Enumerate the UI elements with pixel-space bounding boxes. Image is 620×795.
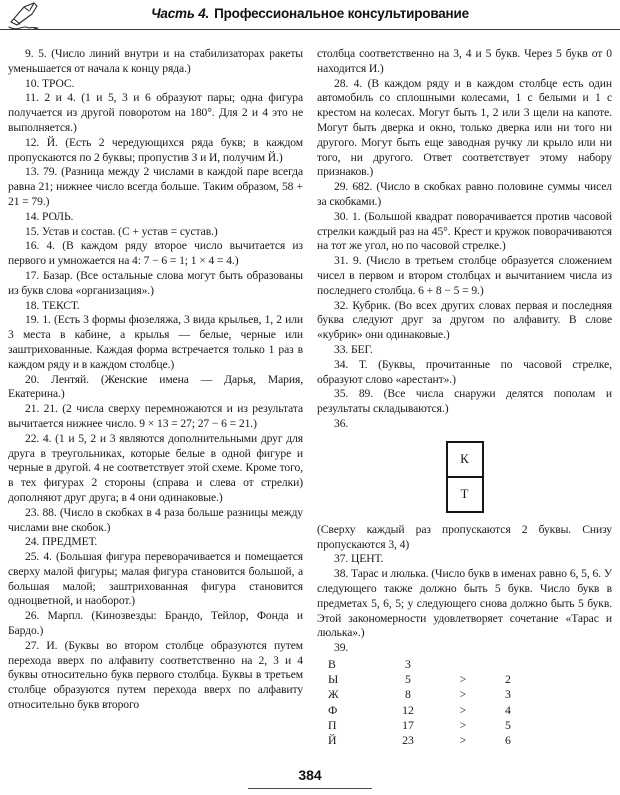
answer-item-26: 26. Марпл. (Кинозвезды: Брандо, Тейлор, Фонда и Бардо.): [8, 609, 303, 638]
table-row: [328, 672, 612, 687]
answer-item-32: 32. Кубрик. (Во всех других словах первая и последняя буква следуют друг за другом по алфавиту. В слове «кубрик» они одинаковые.): [317, 298, 612, 342]
table-cell-sign: [438, 657, 488, 672]
left-column: [8, 47, 303, 752]
table-cell-letter: Ж: [328, 687, 339, 702]
table-cell-value: 23: [402, 732, 414, 747]
answer-item-30: 30. 1. (Большой квадрат поворачивается против часовой стрелки каждый раз на 45°. Крест и кружок поворачиваются на тот же угол, но по часовой стрелке.): [317, 209, 612, 253]
answer-item-24: 24. ПРЕДМЕТ.: [25, 535, 98, 549]
text-body: [0, 30, 620, 752]
answer-item-27-continuation: столбца соответственно на 3, 4 и 5 букв. Через 5 букв от 0 находится И.): [317, 47, 612, 75]
table-cell-value: 5: [405, 672, 411, 687]
answer-item-25: 25. 4. (Большая фигура переворачивается и помещается сверху малой фигуры; малая фигура становится большой, а большая малой; заштрихованная фигура становится одноцветной, и наоборот.): [8, 550, 303, 608]
figure-box-bottom: Т: [446, 476, 484, 513]
answer-item-18: 18. ТЕКСТ.: [25, 298, 80, 312]
table-cell-sign: >: [459, 687, 467, 702]
table-cell-sign: >: [459, 732, 467, 747]
answer-item-9: 9. 5. (Число линий внутри и на стабилизаторах ракеты уменьшается от начала к концу ряда.): [8, 47, 303, 75]
answer-36-figure: [317, 441, 612, 513]
answer-item-14: 14. РОЛЬ.: [25, 209, 74, 223]
answer-item-23: 23. 88. (Число в скобках в 4 раза больше разницы между числами вне скобок.): [8, 505, 303, 534]
table-cell-letter: П: [328, 717, 337, 732]
table-cell-sign: >: [459, 702, 467, 717]
answer-36-note: (Сверху каждый раз пропускаются 2 буквы. Снизу пропускаются 3, 4): [317, 522, 612, 551]
table-cell-value: 12: [402, 702, 414, 717]
table-row: [328, 703, 612, 718]
table-row: [328, 733, 612, 748]
answer-item-19: 19. 1. (Есть 3 формы фюзеляжа, 3 вида крыльев, 1, 2 или 3 места в кабине, а крылья — белые, черные или заштрихованные. Каждая форма встречается только 1 раз в каждом ряду и в каждом столбце.): [8, 313, 303, 371]
table-cell-value: 3: [405, 656, 411, 671]
running-head: [0, 0, 620, 30]
table-cell-letter: Ы: [328, 672, 339, 687]
answer-item-39-number: 39.: [334, 641, 349, 655]
answer-item-16: 16. 4. (В каждом ряду второе число вычитается из первого и умножается на 4: 7 − 6 = 1; 1 × 4 = 4.): [8, 239, 303, 268]
table-cell-result: 4: [505, 702, 511, 717]
table-row: [328, 718, 612, 733]
table-cell-result: 5: [505, 717, 511, 732]
figure-box-top: К: [446, 441, 484, 478]
answer-item-17: 17. Базар. (Все остальные слова могут быть образованы из букв слова «организация».): [8, 268, 303, 297]
answer-item-28: 28. 4. (В каждом ряду и в каждом столбце есть один автомобиль со сплошными колесами, 1 с белыми и 1 с крестом на колесах. Могут быть 1, 2 или 3 щели на капоте. Могут быть дверка и окно, только дверка или ни того ни другого. Могут быть еще заводная ручку ли крыло или ни того, ни другого. Ответ соответствует этому набору признаков.): [317, 76, 612, 179]
answer-item-20: 20. Лентяй. (Женские имена — Дарья, Мария, Екатерина.): [8, 372, 303, 401]
table-cell-letter: В: [328, 656, 336, 671]
answer-item-29: 29. 682. (Число в скобках равно половине суммы чисел за скобками.): [317, 180, 612, 208]
answer-item-13: 13. 79. (Разница между 2 числами в каждой паре всегда равна 21; нижнее число всегда больше. Таким образом, 58 + 21 = 79.): [8, 165, 303, 208]
folio-rule: [248, 767, 372, 789]
table-cell-letter: Й: [328, 732, 337, 747]
answer-item-27: 27. И. (Буквы во втором столбце образуются путем перехода вверх по алфавиту соответственно на 2, 3 и 4 буквы относительно букв первого столбца. Буквы в третьем столбце образуются путем перехода вверх по алфавиту относительно букв второго: [8, 638, 303, 712]
table-cell-result: [488, 657, 528, 672]
table-cell-sign: >: [459, 672, 467, 687]
table-cell-value: 17: [402, 717, 414, 732]
answer-39-table: [328, 657, 612, 748]
answer-item-22: 22. 4. (1 и 5, 2 и 3 являются дополнительными друг для друга в треугольниках, которые белые в одной фигуре и черные в другой. 4 не соответствует этой схеме. Кроме того, в тех фигурах 2 стороны (справа и слева от стрелки) дополняют друг друга; в 4 они одинаковые.): [8, 431, 303, 504]
page-number: 384: [298, 767, 322, 783]
answer-item-34: 34. Т. (Буквы, прочитанные по часовой стрелке, образуют слово «арестант».): [317, 357, 612, 386]
answer-item-21: 21. 21. (2 числа сверху перемножаются и из результата вычитается нижнее число. 9 × 13 = 27; 27 − 6 = 21.): [8, 402, 303, 430]
table-row: [328, 657, 612, 672]
answer-item-11: 11. 2 и 4. (1 и 5, 3 и 6 образуют пары; одна фигура получается из другой поворотом на 180°. Для 2 и 4 это не выполняется.): [8, 91, 303, 134]
answer-item-31: 31. 9. (Число в третьем столбце образуется сложением чисел в первом и втором столбцах и вычитанием числа из последнего столбца. 6 + 8 − 5 = 9.): [317, 254, 612, 297]
table-cell-value: 8: [405, 687, 411, 702]
table-cell-letter: Ф: [328, 702, 338, 717]
chapter-title: Профессиональное консультирование: [214, 6, 469, 21]
table-row: [328, 687, 612, 702]
part-label: Часть 4.: [151, 6, 210, 21]
answer-item-36-number: 36.: [334, 416, 349, 430]
right-column: [317, 47, 612, 752]
page-header-title: [0, 6, 620, 21]
table-cell-sign: >: [459, 717, 467, 732]
table-cell-result: 6: [505, 732, 511, 747]
page-footer: [0, 767, 620, 789]
answer-item-37: 37. ЦЕНТ.: [334, 552, 384, 566]
answer-item-10: 10. ТРОС.: [25, 76, 75, 90]
answer-item-33: 33. БЕГ.: [334, 342, 373, 356]
table-cell-result: 3: [505, 687, 511, 702]
answer-item-35: 35. 89. (Все числа снаружи делятся пополам и результаты складываются.): [317, 387, 612, 416]
answer-item-15: 15. Устав и состав. (С + устав = сустав.): [25, 224, 218, 238]
answer-item-12: 12. Й. (Есть 2 чередующихся ряда букв; в каждом пропускаются по 2 буквы; пропустив З и И, получим Й.): [8, 135, 303, 164]
table-cell-result: 2: [505, 672, 511, 687]
answer-item-38: 38. Тарас и люлька. (Число букв в именах равно 6, 5, 6. У следующего также должно быть 5 букв. Число букв в предметах 5, 6, 5; у следующего снова должно быть 5 букв. Этой закономерности удовлетворяет сочетание «Тарас и люлька».): [317, 567, 612, 640]
